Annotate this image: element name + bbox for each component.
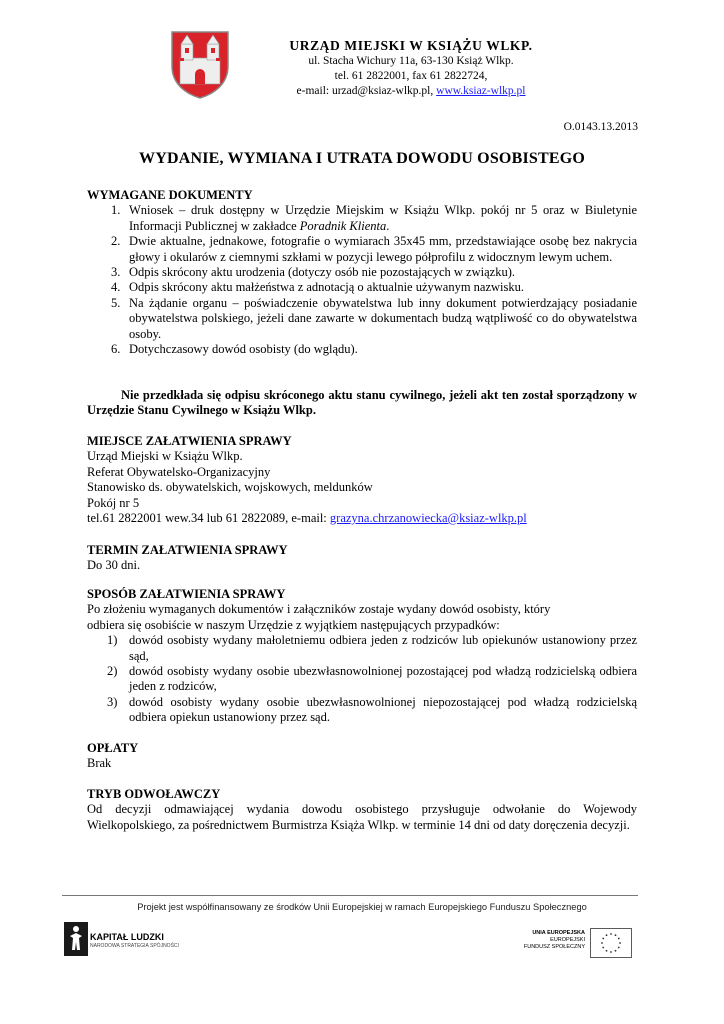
place-line: Pokój nr 5 [87, 495, 140, 510]
office-address: ul. Stacha Wichury 11a, 63-130 Książ Wlkp. [308, 55, 514, 67]
required-documents-section [87, 188, 637, 357]
eu-label-line: UNIA EUROPEJSKA [532, 930, 585, 936]
list-item: 1) dowód osobisty wydany małoletniemu odbiera jeden z rodziców lub opiekunów ustanowiony przez sąd, [107, 633, 637, 663]
email-prefix: e-mail: urzad@ksiaz-wlkp.pl, [296, 85, 437, 97]
section-heading: MIEJSCE ZAŁATWIENIA SPRAWY [87, 434, 292, 448]
appeal-section [87, 787, 637, 833]
deadline-section [87, 543, 637, 574]
section-heading: TERMIN ZAŁATWIENIA SPRAWY [87, 543, 288, 557]
section-heading: WYMAGANE DOKUMENTY [87, 188, 253, 202]
eu-label-line: FUNDUSZ SPOŁECZNY [523, 944, 585, 950]
page-title: WYDANIE, WYMIANA I UTRATA DOWODU OSOBISTEGO [139, 150, 585, 167]
section-heading: TRYB ODWOŁAWCZY [87, 787, 221, 801]
fees-section [87, 741, 637, 772]
contact-email-link[interactable]: grazyna.chrzanowiecka@ksiaz-wlkp.pl [329, 511, 527, 526]
kapital-ludzki-subtitle: NARODOWA STRATEGIA SPÓJNOŚCI [90, 943, 179, 949]
section-heading: SPOSÓB ZAŁATWIENIA SPRAWY [87, 587, 286, 601]
fees-text: Brak [87, 756, 112, 771]
website-link[interactable]: www.ksiaz-wlkp.pl [436, 85, 526, 97]
list-item: 4. Odpis skrócony aktu małżeństwa z adnotacją o aktualnie używanym nazwisku. [111, 280, 525, 295]
method-intro: Po złożeniu wymaganych dokumentów i załączników zostaje wydany dowód osobisty, który [87, 602, 551, 617]
section-heading: OPŁATY [87, 741, 139, 755]
place-line: Referat Obywatelsko-Organizacyjny [87, 464, 271, 479]
method-section [87, 587, 637, 726]
deadline-text: Do 30 dni. [87, 558, 141, 573]
eu-label [520, 930, 585, 951]
appeal-text: Od decyzji odmawiającej wydania dowodu osobistego przysługuje odwołanie do Wojewody Wielkopolskiego, za pośrednictwem Burmistrza Książa Wlkp. w terminie 14 dni od daty doręczenia decyzji. [87, 802, 637, 832]
place-line: Urząd Miejski w Książu Wlkp. [87, 449, 243, 464]
place-line: Stanowisko ds. obywatelskich, wojskowych, meldunków [87, 480, 373, 495]
method-intro: odbiera się osobiście w naszym Urzędzie z wyjątkiem następujących przypadków: [87, 617, 500, 632]
documents-note: Nie przedkłada się odpisu skróconego aktu stanu cywilnego, jeżeli akt ten został sporządzony w Urzędzie Stanu Cywilnego w Książu Wlkp. [87, 388, 637, 418]
footer-divider [62, 895, 638, 896]
office-phone: tel. 61 2822001, fax 61 2822724, [334, 70, 488, 82]
list-item: 3) dowód osobisty wydany osobie ubezwłasnowolnionej niepozostającej pod władzą rodzicielską odbiera opiekun ustanowiony przez sąd. [107, 694, 637, 725]
method-list [87, 633, 637, 725]
list-item: 5. Na żądanie organu – poświadczenie obywatelstwa lub inny dokument potwierdzający posiadanie obywatelstwa polskiego, jeżeli dane zawarte w dokumentach budzą wątpliwość co do obywatelstwa osoby. [111, 295, 637, 341]
place-section [87, 434, 637, 526]
documents-list [87, 203, 637, 357]
kapital-ludzki-name: KAPITAŁ LUDZKI [90, 932, 164, 942]
kapital-ludzki-logo-icon [64, 922, 88, 956]
eu-label-line: EUROPEJSKI [550, 937, 585, 943]
letterhead [240, 37, 582, 99]
eu-flag-icon [590, 928, 632, 958]
list-item: 2) dowód osobisty wydany osobie ubezwłasnowolnionej pozostającej pod władzą rodzicielską odbiera jeden z rodziców, [107, 664, 637, 694]
list-item: 3. Odpis skrócony aktu urodzenia (dotyczy osób nie pozostających w związku). [111, 265, 515, 280]
list-item: 2. Dwie aktualne, jednakowe, fotografie o wymiarach 35x45 mm, przedstawiające osobę bez nakrycia głowy i okularów z ciemnymi szkłami w pozycji lewego półprofilu z widocznym lewym uchem. [111, 234, 637, 264]
list-item: 1. Wniosek – druk dostępny w Urzędzie Miejskim w Książu Wlkp. pokój nr 5 oraz w Biuletynie Informacji Publicznej w zakładce Poradnik Klienta. [111, 203, 637, 233]
contact-line: tel.61 2822001 wew.34 lub 61 2822089, e-mail: grazyna.chrzanowiecka@ksiaz-wlkp.pl [87, 511, 527, 526]
office-name: URZĄD MIEJSKI W KSIĄŻU WLKP. [289, 38, 533, 53]
list-item: 6. Dotychczasowy dowód osobisty (do wglądu). [111, 342, 358, 357]
document-number: O.0143.13.2013 [563, 121, 638, 133]
footer-text: Projekt jest współfinansowany ze środków Unii Europejskiej w ramach Europejskiego Funduszu Społecznego [137, 902, 587, 912]
coat-of-arms-icon [168, 28, 232, 100]
office-email [240, 84, 582, 99]
